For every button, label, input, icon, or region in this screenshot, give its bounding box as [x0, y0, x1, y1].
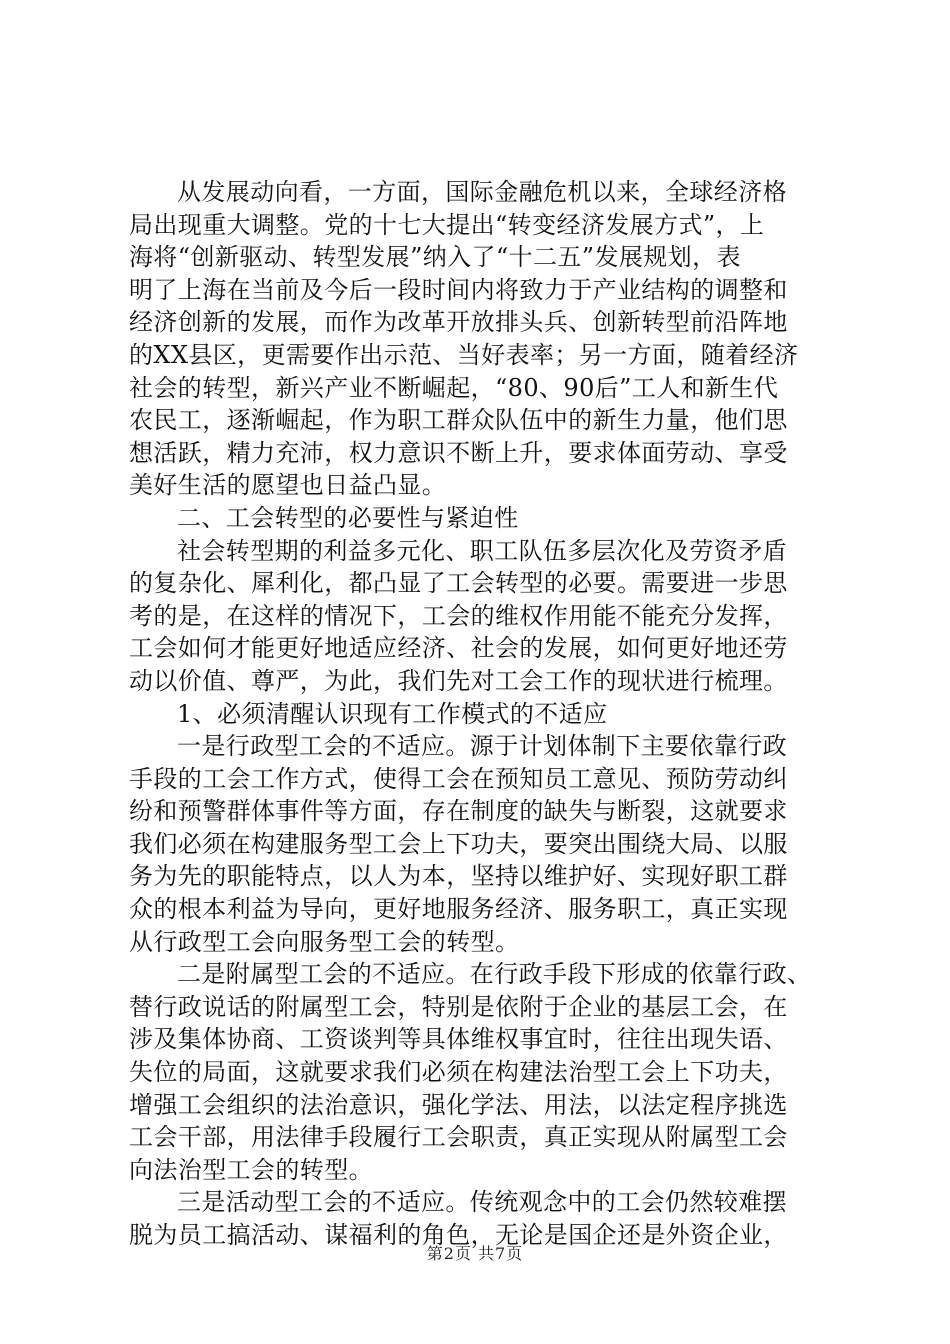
- paragraph-line: 二是附属型工会的不适应。在行政手段下形成的依靠行政、: [177, 960, 812, 989]
- paragraph-line: 脱为员工搞活动、谋福利的角色，无论是国企还是外资企业，: [129, 1221, 788, 1249]
- subsection-heading: 1、必须清醒认识现有工作模式的不适应: [177, 699, 608, 728]
- section-heading: 二、工会转型的必要性与紧迫性: [177, 503, 519, 532]
- paragraph-line: 海将“创新驱动、转型发展”纳入了“十二五”发展规划，表: [129, 243, 741, 272]
- paragraph-line: 工会如何才能更好地适应经济、社会的发展，如何更好地还劳: [129, 634, 788, 663]
- paragraph-line: 众的根本利益为导向，更好地服务经济、服务职工，真正实现: [129, 895, 788, 924]
- paragraph-line: 考的是，在这样的情况下，工会的维权作用能不能充分发挥，: [129, 601, 788, 630]
- paragraph-line: 从发展动向看，一方面，国际金融危机以来，全球经济格: [177, 178, 787, 206]
- paragraph-line: 明了上海在当前及今后一段时间内将致力于产业结构的调整和: [129, 275, 788, 304]
- paragraph-line: 美好生活的愿望也日益凸显。: [129, 471, 447, 500]
- paragraph-line: 务为先的职能特点，以人为本，坚持以维护好、实现好职工群: [129, 862, 788, 891]
- paragraph-line: 想活跃，精力充沛，权力意识不断上升，要求体面劳动、享受: [129, 438, 788, 467]
- paragraph-line: 涉及集体协商、工资谈判等具体维权事宜时，往往出现失语、: [129, 1025, 788, 1054]
- paragraph-line: 手段的工会工作方式，使得工会在预知员工意见、预防劳动纠: [129, 764, 788, 793]
- paragraph-line: 动以价值、尊严，为此，我们先对工会工作的现状进行梳理。: [129, 666, 788, 695]
- paragraph-line: 我们必须在构建服务型工会上下功夫，要突出围绕大局、以服: [129, 829, 788, 858]
- paragraph-line: 局出现重大调整。党的十七大提出“转变经济发展方式”，上: [129, 210, 765, 239]
- paragraph-line: 纷和预警群体事件等方面，存在制度的缺失与断裂，这就要求: [129, 797, 788, 826]
- paragraph-line: 的XX县区，更需要作出示范、当好表率；另一方面，随着经济: [129, 340, 799, 369]
- document-body: [129, 176, 829, 1252]
- paragraph-line: 向法治型工会的转型。: [129, 1155, 373, 1184]
- paragraph-line: 替行政说话的附属型工会，特别是依附于企业的基层工会，在: [129, 992, 788, 1021]
- page-footer: [0, 1244, 950, 1264]
- paragraph-line: 社会转型期的利益多元化、职工队伍多层次化及劳资矛盾: [177, 536, 787, 565]
- paragraph-line: 失位的局面，这就要求我们必须在构建法治型工会上下功夫，: [129, 1058, 788, 1087]
- page-number-label: 第2页 共7页: [426, 1244, 524, 1263]
- paragraph-line: 增强工会组织的法治意识，强化学法、用法，以法定程序挑选: [129, 1090, 788, 1119]
- paragraph-line: 经济创新的发展，而作为改革开放排头兵、创新转型前沿阵地: [129, 308, 788, 337]
- paragraph-line: 的复杂化、犀利化，都凸显了工会转型的必要。需要进一步思: [129, 569, 788, 598]
- paragraph-line: 工会干部，用法律手段履行工会职责，真正实现从附属型工会: [129, 1123, 788, 1152]
- paragraph-line: 农民工，逐渐崛起，作为职工群众队伍中的新生力量，他们思: [129, 406, 788, 435]
- paragraph-line: 一是行政型工会的不适应。源于计划体制下主要依靠行政: [177, 732, 787, 761]
- paragraph-line: 从行政型工会向服务型工会的转型。: [129, 927, 520, 956]
- paragraph-line: 三是活动型工会的不适应。传统观念中的工会仍然较难摆: [177, 1188, 787, 1217]
- paragraph-line: 社会的转型，新兴产业不断崛起，“80、90后”工人和新生代: [129, 373, 779, 402]
